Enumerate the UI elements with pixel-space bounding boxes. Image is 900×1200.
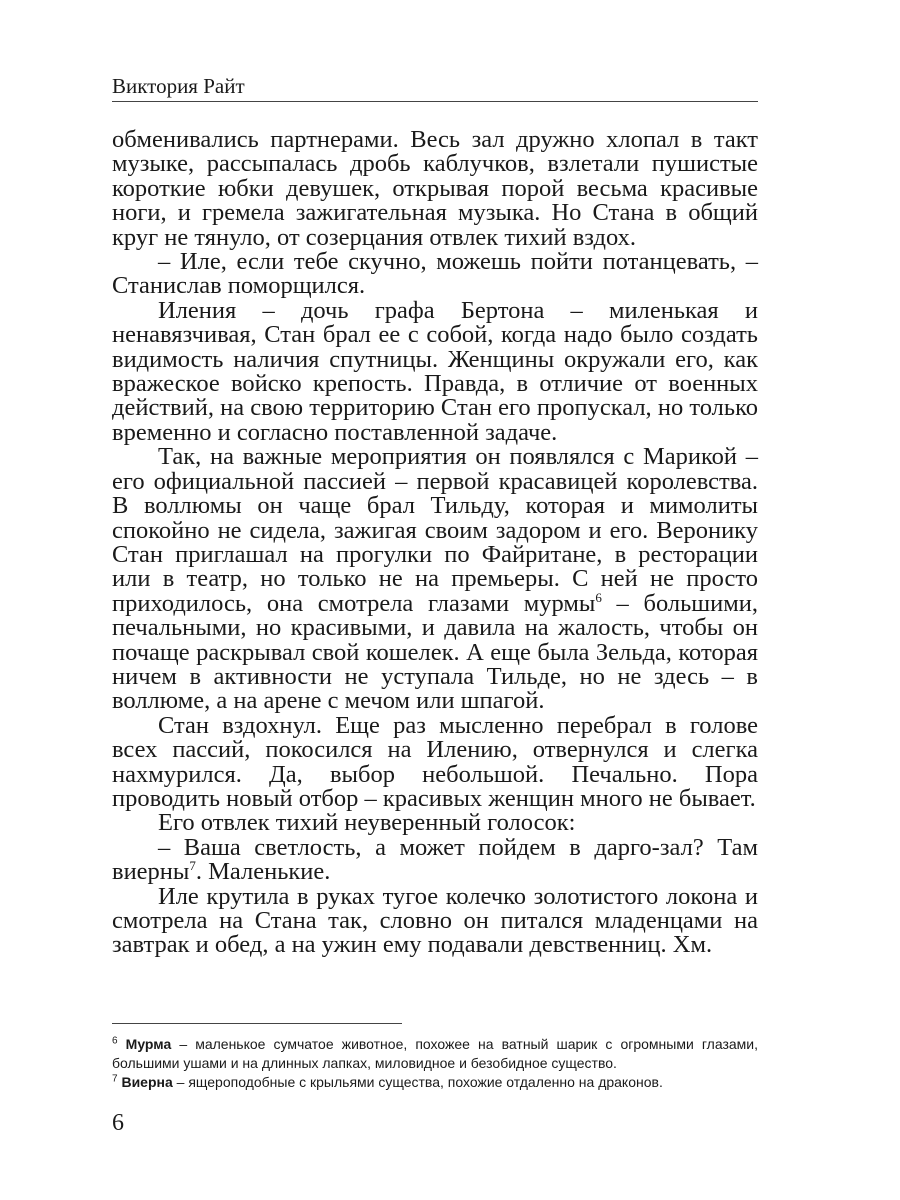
- paragraph-1: обменивались партнерами. Весь зал дружно хлопал в такт музыке, рассыпалась дробь каблучков, взлетали пушистые короткие юбки девушек, открывая порой весьма красивые ноги, и гремела зажигательная музыка. Но Стана в общий круг не тянуло, от созерцания отвлек тихий вздох.: [112, 126, 758, 251]
- main-text: [112, 128, 758, 958]
- footnote-6-text: – маленькое сумчатое животное, похожее на ватный шарик с огромными глазами, большими ушами и на длинных лапках, миловидное и безобидное существо.: [112, 1036, 758, 1071]
- paragraph-7-part-2: . Маленькие.: [195, 858, 331, 886]
- paragraph-7-part-1: – Ваша светлость, а может пойдем в дарго-зал? Там виерны: [112, 833, 758, 886]
- footnote-ref-7[interactable]: 7: [189, 858, 196, 874]
- paragraph-4-part-2: – большими, печальными, но красивыми, и давила на жалость, чтобы он почаще раскрывал свой кошелек. А еще была Зельда, которая ничем в активности не уступала Тильде, но не здесь – в воллюме, а на арене с мечом или шпагой.: [112, 589, 758, 715]
- footnote-7-number: 7: [112, 1073, 118, 1085]
- footnote-6-term: Мурма: [125, 1036, 172, 1052]
- footnote-6: [112, 1035, 758, 1073]
- paragraph-7: [112, 833, 758, 886]
- footnotes: [112, 1035, 758, 1092]
- paragraph-3: Иления – дочь графа Бертона – миленькая и ненавязчивая, Стан брал ее с собой, когда надо было создать видимость наличия спутницы. Женщины окружали его, как вражеское войско крепость. Правда, в отличие от военных действий, на свою территорию Стан его пропускал, но только временно и согласно поставленной задаче.: [112, 296, 758, 446]
- paragraph-5: Стан вздохнул. Еще раз мысленно перебрал в голове всех пассий, покосился на Илению, отвернулся и слегка нахмурился. Да, выбор небольшой. Печально. Пора проводить новый отбор – красивых женщин много не бывает.: [112, 711, 758, 812]
- footnote-7-text: – ящероподобные с крыльями существа, похожие отдаленно на драконов.: [172, 1074, 663, 1090]
- footnote-ref-6[interactable]: 6: [595, 589, 602, 605]
- page-number: 6: [112, 1110, 124, 1136]
- paragraph-2: – Иле, если тебе скучно, можешь пойти потанцевать, – Станислав поморщился.: [112, 248, 758, 300]
- footnote-7: [112, 1073, 758, 1092]
- footnote-6-number: 6: [112, 1035, 118, 1047]
- footnote-7-term: Виерна: [121, 1074, 173, 1090]
- paragraph-8: Иле крутила в руках тугое колечко золотистого локона и смотрела на Стана так, словно он питался младенцами на завтрак и обед, а на ужин ему подавали девственниц. Хм.: [112, 882, 758, 959]
- running-header-author: Виктория Райт: [112, 74, 245, 98]
- paragraph-4: [112, 445, 758, 713]
- footnote-divider: [112, 1023, 402, 1024]
- header-divider: [112, 101, 758, 102]
- paragraph-6: Его отвлек тихий неуверенный голосок:: [158, 809, 576, 837]
- paragraph-4-part-1: Так, на важные мероприятия он появлялся с Марикой – его официальной пассией – первой красавицей королевства. В воллюмы он чаще брал Тильду, которая и мимолиты спокойно не сидела, зажигая своим задором и его. Веронику Стан приглашал на прогулки по Файритане, в ресторации или в театр, но только не на премьеры. С ней не просто приходилось, она смотрела глазами мурмы: [112, 443, 758, 617]
